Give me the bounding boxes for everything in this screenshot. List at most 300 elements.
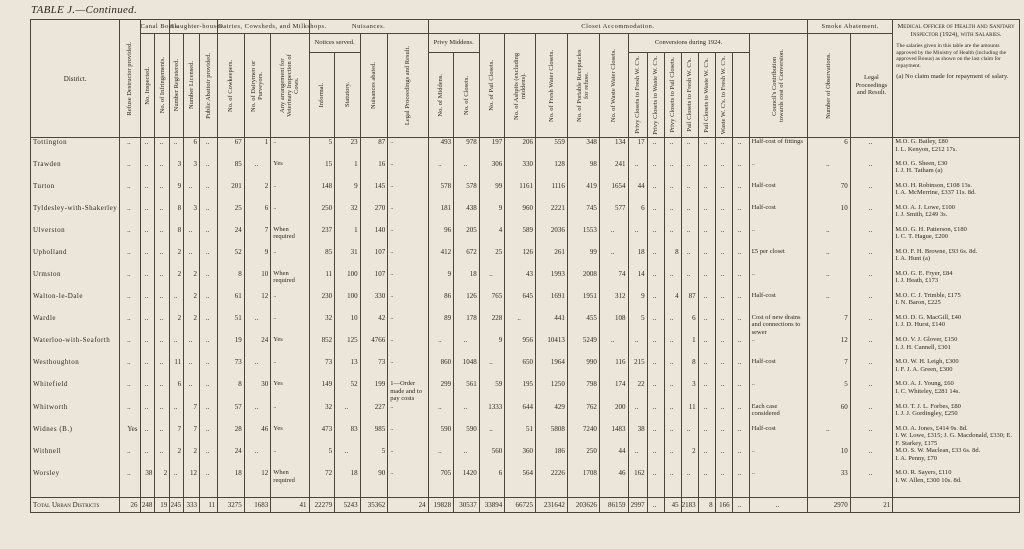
table-body [31,138,1020,513]
total-cell: 2970 [808,498,851,513]
data-cell: .. [664,314,681,337]
data-cell: .. [681,270,698,292]
data-cell: .. [850,447,893,469]
moh-cell [893,270,1020,292]
data-cell: .. [647,336,664,358]
district-cell: Wardle [31,314,120,337]
data-cell: 1 [335,160,361,182]
data-cell: .. [850,358,893,380]
data-cell: .. [698,314,715,337]
data-cell: .. [120,182,140,204]
data-cell: 9 [170,182,184,204]
data-cell: 10 [335,314,361,337]
data-cell: .. [715,292,732,314]
moh-cell [893,204,1020,226]
data-cell: .. [140,182,155,204]
data-cell: 96 [428,226,454,248]
data-cell: 178 [454,314,480,337]
data-cell: .. [732,425,749,448]
table-row [31,447,1020,469]
data-cell: 201 [218,182,245,204]
data-cell: 67 [218,138,245,160]
district-cell: Whitefield [31,380,120,403]
data-cell: .. [850,292,893,314]
data-cell: 6 [628,204,647,226]
data-cell: 19 [218,336,245,358]
data-cell: 2 [184,314,200,337]
data-cell: 250 [309,204,335,226]
moh-cell [893,138,1020,160]
data-cell: 8 [681,358,698,380]
data-cell: .. [155,380,170,403]
table-row [31,336,1020,358]
data-cell: .. [850,248,893,270]
data-cell: .. [850,160,893,182]
data-cell: .. [664,447,681,469]
data-cell: 227 [360,403,388,425]
data-cell: 134 [599,138,628,160]
table-row [31,138,1020,160]
data-cell: .. [850,270,893,292]
data-cell: 2 [184,292,200,314]
data-cell: 1420 [454,469,480,491]
data-cell: 1048 [454,358,480,380]
data-cell: 25 [479,248,505,270]
data-cell: .. [120,469,140,491]
moh-note: The salaries given in this table are the amounts approved by the Ministry of Health (including the approved Bonus) as shown on the last claim for repayment. [896,43,1007,69]
data-cell: .. [664,380,681,403]
moh-line: I. C. T. Hague, £200 [895,233,949,240]
moh-line: M.O. T. J. L. Forbes, £80 [895,402,961,410]
data-cell: 85 [218,160,245,182]
data-cell: .. [749,469,808,491]
data-cell: .. [664,425,681,448]
data-cell: 206 [505,138,536,160]
data-cell: .. [647,380,664,403]
data-cell: 645 [505,292,536,314]
canal-boats-header: Canal Boats. [140,20,170,34]
data-cell: 30 [244,380,271,403]
data-cell: 6 [681,314,698,337]
data-cell: .. [200,403,218,425]
dairies-header: Dairies, Cowsheds, and Milkshops. [218,20,309,34]
data-cell: 12 [184,469,200,491]
total-cell: .. [647,498,664,513]
data-cell: 11 [309,270,335,292]
moh-note-a: (a) No claim made for repayment of salary. [896,73,1009,80]
table-row [31,160,1020,182]
moh-line: I. C. Whiteley, £281 14s. [895,387,961,395]
data-cell: .. [698,204,715,226]
data-cell: 14 [628,270,647,292]
data-cell: .. [850,336,893,358]
moh-line: I. J. J. Gordingley, £250 [895,410,958,417]
data-cell: .. [732,248,749,270]
data-cell: Half-cost [749,425,808,448]
data-cell: .. [628,403,647,425]
district-cell: Withnell [31,447,120,469]
data-cell: .. [140,447,155,469]
data-cell: .. [647,204,664,226]
data-cell: 438 [454,204,480,226]
data-cell: .. [715,425,732,448]
data-cell: .. [698,425,715,448]
data-cell: 5 [808,380,851,403]
data-cell: .. [428,447,454,469]
data-cell: 1250 [536,380,568,403]
data-cell: 2 [184,270,200,292]
data-cell: .. [715,248,732,270]
total-cell: .. [732,498,749,513]
data-cell: 7240 [567,425,599,448]
data-cell: 74 [599,270,628,292]
data-cell: .. [184,358,200,380]
data-cell: 31 [335,248,361,270]
total-row [31,498,1020,513]
data-cell: .. [200,248,218,270]
data-cell: 8 [170,226,184,248]
table-row [31,425,1020,448]
data-cell: .. [681,469,698,491]
data-cell: 162 [628,469,647,491]
moh-line: I. W. Allen, £300 10s. 8d. [895,476,962,484]
data-cell: .. [184,248,200,270]
data-cell: .. [454,160,480,182]
data-cell: .. [732,138,749,160]
data-cell: 200 [599,403,628,425]
moh-line: M.O. F. H. Browne, £93 6s. 8d. [895,247,978,255]
data-cell: 228 [479,314,505,337]
total-cell: 248 [140,498,155,513]
data-cell: 4766 [360,336,388,358]
moh-cell [893,358,1020,380]
data-cell: .. [715,226,732,248]
data-cell: .. [647,447,664,469]
data-cell: 73 [309,358,335,380]
data-cell: 2 [170,248,184,270]
data-cell: 2 [244,182,271,204]
data-cell: .. [681,248,698,270]
data-cell: 89 [428,314,454,337]
data-cell: .. [155,358,170,380]
data-cell: 12 [808,336,851,358]
data-cell: .. [681,138,698,160]
district-cell: Walton-le-Dale [31,292,120,314]
data-cell: .. [749,336,808,358]
data-cell: .. [850,403,893,425]
data-cell: 100 [335,270,361,292]
data-cell: 174 [599,380,628,403]
informal-header: Informal. [318,82,326,108]
data-cell: 10 [808,204,851,226]
data-cell: .. [732,182,749,204]
conv-pail-fresh-header: Pail Closets to Fresh W. C's. [686,58,694,132]
conv-privy-waste-header: Privy Closets to Waste W. C's. [652,55,660,135]
data-cell: .. [271,182,309,204]
data-cell: .. [155,182,170,204]
data-cell: 7 [184,403,200,425]
data-cell: .. [170,292,184,314]
data-cell: 5249 [567,336,599,358]
moh-line: M.O. W. H. Leigh, £300 [895,358,959,365]
data-cell: .. [850,469,893,491]
data-cell: 1951 [567,292,599,314]
data-cell: .. [388,160,428,182]
data-cell: 1—Order made and to pay costs [388,380,428,403]
total-cell: 22279 [309,498,335,513]
data-cell: 85 [309,248,335,270]
infringements-header: No. of Infringements. [158,57,166,114]
data-cell: .. [664,270,681,292]
total-cell: 19 [155,498,170,513]
moh-line: I. F. J. A. Green, £300 [895,365,953,373]
data-cell: .. [244,358,271,380]
data-cell: .. [120,292,140,314]
data-cell: .. [715,314,732,337]
data-cell: 149 [309,380,335,403]
data-cell: 140 [360,226,388,248]
data-cell: .. [664,469,681,491]
data-cell: 32 [335,204,361,226]
data-cell: 978 [454,138,480,160]
data-cell: .. [647,160,664,182]
data-cell: .. [244,314,271,337]
data-cell: .. [140,292,155,314]
abated-header: Nuisances abated. [370,62,378,109]
data-cell: .. [505,314,536,337]
data-cell: 493 [428,138,454,160]
data-cell: 956 [505,336,536,358]
table-row [31,270,1020,292]
data-cell: 762 [567,403,599,425]
data-cell: 2 [170,314,184,337]
data-cell: 250 [567,447,599,469]
privy-header: Privy Middens. [428,34,479,53]
data-cell: 44 [599,447,628,469]
data-cell: .. [698,226,715,248]
data-cell: 4 [664,292,681,314]
data-cell: 412 [428,248,454,270]
refuse-header: Refuse Destructor provided. [126,41,134,116]
data-cell: .. [200,336,218,358]
data-cell: 852 [309,336,335,358]
table-row [31,380,1020,403]
data-cell: 32 [309,314,335,337]
data-cell: 960 [505,204,536,226]
data-cell: 73 [360,358,388,380]
data-cell: .. [388,204,428,226]
table-row [31,314,1020,337]
data-cell: .. [647,182,664,204]
data-cell: .. [850,138,893,160]
data-cell: Half-cost [749,358,808,380]
data-cell: .. [428,336,454,358]
data-cell: .. [715,358,732,380]
data-cell: .. [749,270,808,292]
moh-cell [893,403,1020,425]
moh-line: M.O. S. W. Maclean, £33 6s. 8d. [895,447,981,454]
data-cell: When required [271,226,309,248]
total-cell: 203626 [567,498,599,513]
moh-line: M.O. G. H. Patterson, £180 [895,225,967,233]
data-cell: 5 [309,447,335,469]
data-cell: 306 [479,160,505,182]
moh-line: M.O. D. G. MacGill, £40 [895,313,962,321]
data-cell: 126 [505,248,536,270]
data-cell: .. [140,403,155,425]
data-cell: 745 [567,204,599,226]
data-cell: 16 [360,160,388,182]
moh-cell [893,447,1020,469]
data-cell: .. [200,204,218,226]
council-header: Council's Contribution towards cost of Conversion. [771,49,786,122]
data-cell: 7 [244,226,271,248]
data-cell: 24 [244,336,271,358]
data-cell: 564 [505,469,536,491]
data-cell: .. [200,226,218,248]
data-cell: .. [681,204,698,226]
data-cell: 473 [309,425,335,448]
data-cell: .. [850,380,893,403]
data-cell: Yes [271,425,309,448]
data-cell: 22 [628,380,647,403]
data-cell: 215 [628,358,647,380]
data-cell: 985 [360,425,388,448]
moh-line: M.O. R. Sayers, £110 [895,469,952,476]
data-cell: .. [647,403,664,425]
data-cell: 18 [335,469,361,491]
data-cell: 205 [454,226,480,248]
closets-header: No. of Closets. [462,75,470,115]
data-cell: .. [732,336,749,358]
data-cell: 87 [360,138,388,160]
data-cell: 5 [309,138,335,160]
total-cell: 19828 [428,498,454,513]
data-cell: 11 [681,403,698,425]
data-cell: 578 [454,182,480,204]
data-cell: 6 [479,469,505,491]
data-cell: .. [140,270,155,292]
data-cell: 644 [505,403,536,425]
data-cell: 87 [681,292,698,314]
total-cell: 8 [698,498,715,513]
data-cell: .. [388,336,428,358]
data-cell: .. [200,270,218,292]
data-cell: .. [715,380,732,403]
district-cell: Westhoughton [31,358,120,380]
data-cell: .. [454,336,480,358]
data-cell: .. [715,138,732,160]
data-cell: 44 [628,182,647,204]
table-row [31,358,1020,380]
statistics-table [30,19,1020,513]
data-cell: 51 [505,425,536,448]
data-cell: 43 [505,270,536,292]
data-cell: .. [749,160,808,182]
data-cell: 46 [244,425,271,448]
data-cell: 455 [567,314,599,337]
data-cell: 3 [170,160,184,182]
moh-cell [893,380,1020,403]
data-cell: When required [271,469,309,491]
data-cell: .. [698,182,715,204]
data-cell: .. [698,270,715,292]
data-cell: Cost of new drains and connections to sewer [749,314,808,337]
moh-cell [893,248,1020,270]
table-row [31,403,1020,425]
data-cell: .. [732,204,749,226]
data-cell: .. [715,447,732,469]
data-cell: .. [479,358,505,380]
pail-header: No. of Pail Closets. [488,60,496,111]
moh-line: I. L. Kenyon, £212 17s. [895,145,957,153]
moh-line: I. J. Heath, £173 [895,277,939,284]
data-cell: .. [749,380,808,403]
cowkeepers-header: No. of Cowkeepers. [227,59,235,112]
data-cell: 25 [218,204,245,226]
data-cell: .. [698,292,715,314]
data-cell: 860 [428,358,454,380]
moh-line: I. J. H. Tatham (a) [895,167,943,174]
district-cell: Upholland [31,248,120,270]
data-cell: .. [428,160,454,182]
data-cell: .. [599,248,628,270]
data-cell: .. [681,160,698,182]
data-cell: 230 [309,292,335,314]
data-cell: 12 [244,292,271,314]
conv-privy-pail-header: Privy Closets to Pail Closets. [669,57,677,133]
data-cell: 72 [309,469,335,491]
data-cell: .. [428,403,454,425]
data-cell: 61 [218,292,245,314]
data-cell: .. [599,336,628,358]
data-cell: .. [155,314,170,337]
moh-line: I. J. D. Hurst, £140 [895,321,946,328]
data-cell: .. [808,160,851,182]
data-cell: 10 [244,270,271,292]
data-cell: 108 [599,314,628,337]
moh-line: I. J. Smith, £249 3s. [895,211,948,218]
total-cell: 41 [271,498,309,513]
data-cell: 299 [428,380,454,403]
data-cell: .. [200,469,218,491]
data-cell: 1483 [599,425,628,448]
data-cell: 99 [479,182,505,204]
data-cell: .. [140,380,155,403]
data-cell: 765 [479,292,505,314]
data-cell: .. [388,138,428,160]
data-cell: 38 [628,425,647,448]
data-cell: .. [664,403,681,425]
data-cell: .. [732,160,749,182]
registered-header: Number Registered. [173,59,181,112]
moh-line: M.O. G. E. Fryer, £84 [895,269,953,277]
moh-line: I. A. Penny, £70 [895,454,938,462]
data-cell: .. [664,182,681,204]
moh-cell [893,160,1020,182]
district-cell: Tottington [31,138,120,160]
data-cell: .. [140,425,155,448]
data-cell: 3 [681,380,698,403]
data-cell: .. [749,447,808,469]
data-cell: .. [664,358,681,380]
moh-line: I. N. Baron, £225 [895,299,941,306]
total-cell: 231642 [536,498,568,513]
data-cell: 116 [599,358,628,380]
data-cell: 441 [536,314,568,337]
data-cell: 1553 [567,226,599,248]
data-cell: .. [170,138,184,160]
